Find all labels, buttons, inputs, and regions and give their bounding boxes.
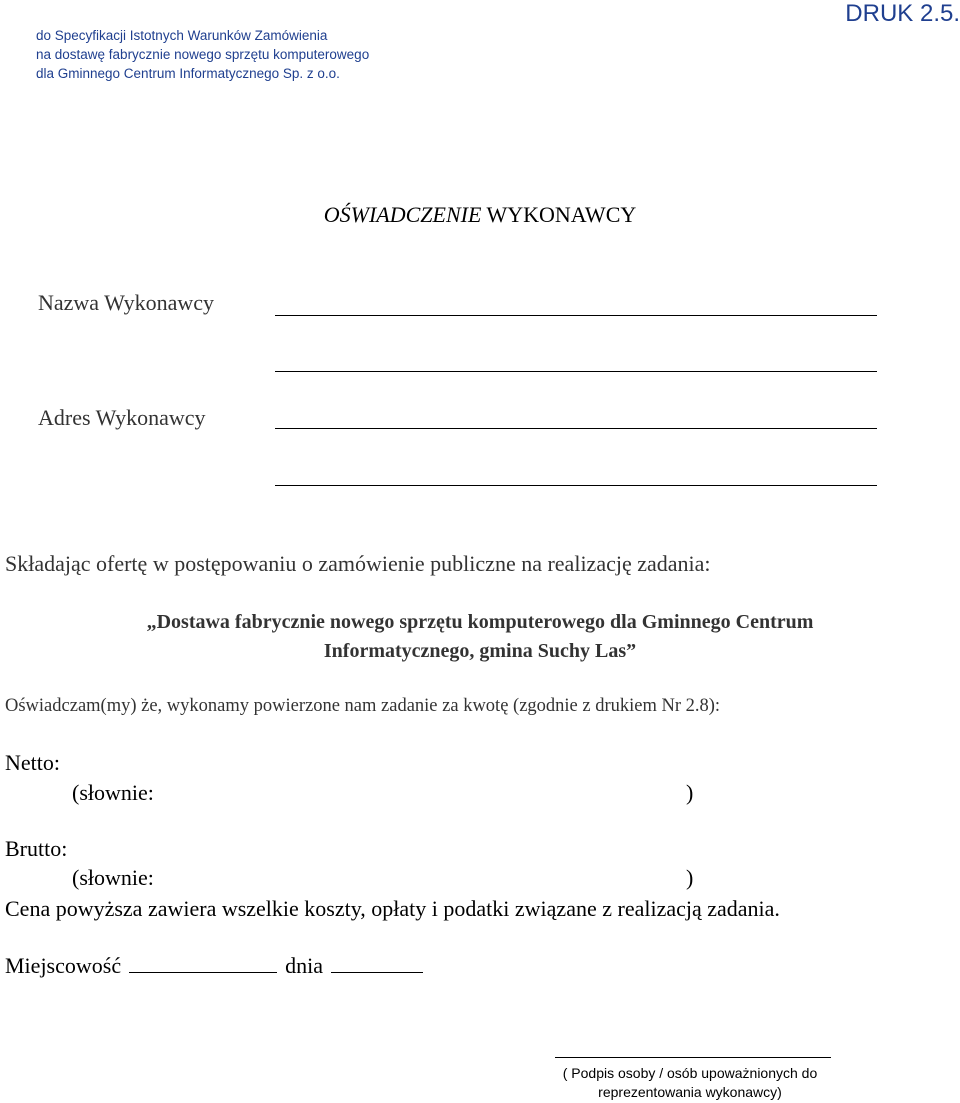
contractor-name-label: Nazwa Wykonawcy bbox=[38, 290, 215, 315]
declaration-text: Oświadczam(my) że, wykonamy powierzone nam zadanie za kwotę (zgodnie z drukiem Nr 2.8): bbox=[5, 696, 721, 716]
netto-words-open: (słownie: bbox=[72, 780, 154, 805]
place-blank[interactable] bbox=[129, 971, 277, 973]
header-line-1: do Specyfikacji Istotnych Warunków Zamówienia bbox=[36, 28, 328, 43]
place-date-row bbox=[5, 953, 423, 979]
header-line-2: na dostawę fabrycznie nowego sprzętu komputerowego bbox=[36, 47, 370, 62]
contractor-address-line-2[interactable] bbox=[275, 485, 877, 486]
brutto-label: Brutto: bbox=[5, 836, 68, 861]
intro-text: Składając ofertę w postępowaniu o zamówienie publiczne na realizację zadania: bbox=[5, 551, 711, 576]
brutto-words-open: (słownie: bbox=[72, 865, 154, 890]
form-number: DRUK 2.5. bbox=[845, 0, 960, 27]
netto-label: Netto: bbox=[5, 750, 60, 775]
signature-caption-2: reprezentowania wykonawcy) bbox=[598, 1084, 782, 1100]
signature-line[interactable] bbox=[555, 1057, 831, 1058]
contractor-name-line-1[interactable] bbox=[275, 315, 877, 316]
title-rest: WYKONAWCY bbox=[481, 202, 637, 227]
brutto-words-close: ) bbox=[686, 865, 694, 890]
title-italic: OŚWIADCZENIE bbox=[323, 202, 482, 227]
contractor-address-line-1[interactable] bbox=[275, 428, 877, 429]
task-title-line-2: Informatycznego, gmina Suchy Las” bbox=[323, 640, 637, 662]
date-label: dnia bbox=[285, 953, 323, 978]
price-note: Cena powyższa zawiera wszelkie koszty, opłaty i podatki związane z realizacją zadania. bbox=[5, 896, 780, 921]
contractor-address-label: Adres Wykonawcy bbox=[38, 405, 206, 430]
place-label: Miejscowość bbox=[5, 953, 122, 978]
contractor-name-line-2[interactable] bbox=[275, 371, 877, 372]
signature-caption-1: ( Podpis osoby / osób upoważnionych do bbox=[562, 1065, 818, 1081]
netto-words-close: ) bbox=[686, 780, 694, 805]
header-line-3: dla Gminnego Centrum Informatycznego Sp. z o.o. bbox=[36, 66, 340, 81]
document-title bbox=[0, 202, 960, 228]
date-blank[interactable] bbox=[331, 971, 423, 973]
task-title-line-1: „Dostawa fabrycznie nowego sprzętu komputerowego dla Gminnego Centrum bbox=[146, 611, 814, 633]
